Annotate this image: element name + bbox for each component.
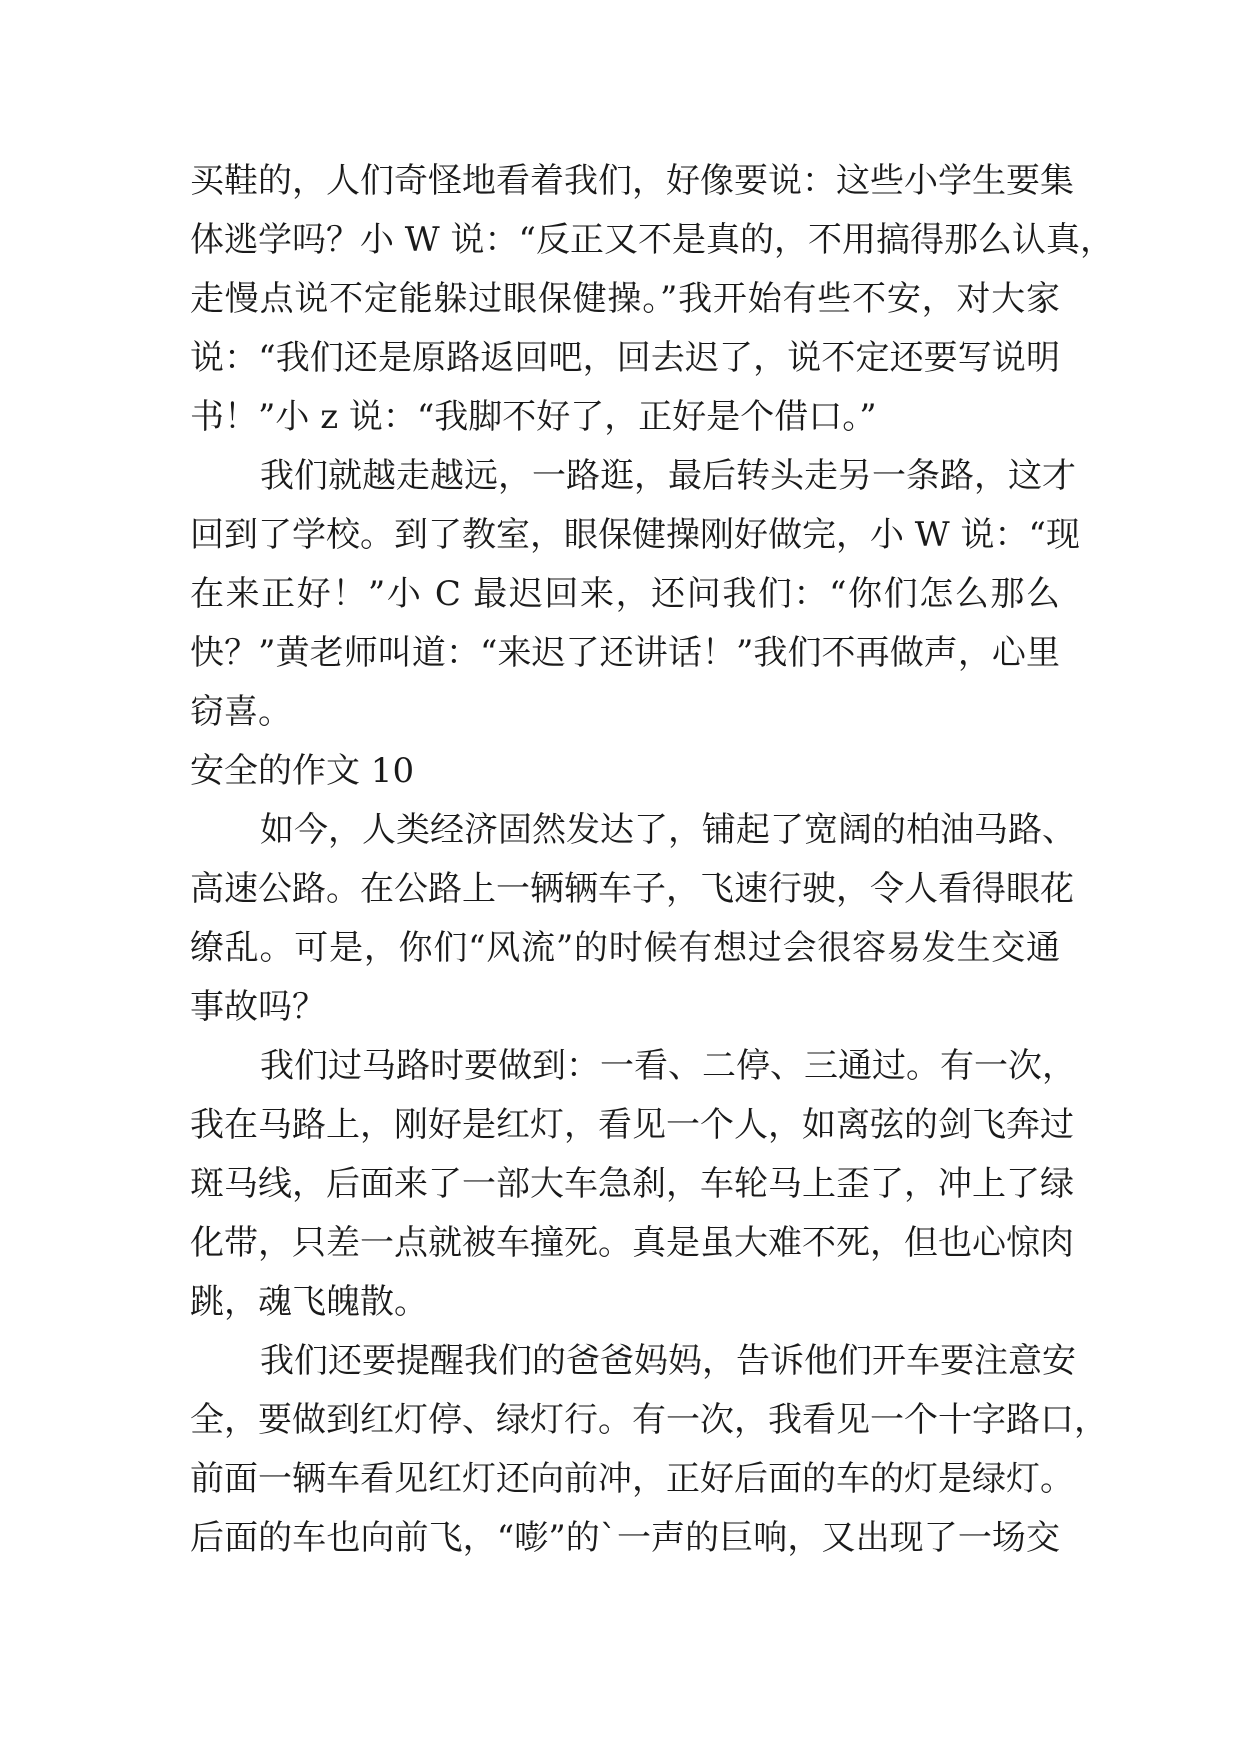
text-line: 买鞋的，人们奇怪地看着我们，好像要说：这些小学生要集: [190, 161, 1074, 201]
text-line: 事故吗？: [190, 987, 326, 1027]
paragraph-first-line: 我们过马路时要做到：一看、二停、三通过。有一次，: [260, 1046, 1076, 1086]
text-line: 跳，魂飞魄散。: [190, 1282, 428, 1322]
text-line: 体逃学吗？小 W 说：“反正又不是真的，不用搞得那么认真，: [190, 220, 1114, 260]
section-heading: 安全的作文 10: [190, 751, 415, 791]
text-line: 书！”小 z 说：“我脚不好了，正好是个借口。”: [190, 397, 877, 437]
text-line: 缭乱。可是，你们“风流”的时候有想过会很容易发生交通: [190, 928, 1060, 968]
body-text: [190, 152, 1114, 1568]
text-line: 化带，只差一点就被车撞死。真是虽大难不死，但也心惊肉: [190, 1223, 1074, 1263]
text-line: 说：“我们还是原路返回吧，回去迟了，说不定还要写说明: [190, 338, 1060, 378]
text-line: 在来正好！”小 C 最迟回来，还问我们：“你们怎么那么: [190, 574, 1060, 614]
text-line: 回到了学校。到了教室，眼保健操刚好做完，小 W 说：“现: [190, 515, 1080, 555]
paragraph-first-line: 我们就越走越远，一路逛，最后转头走另一条路，这才: [260, 456, 1076, 496]
text-line: 斑马线，后面来了一部大车急刹，车轮马上歪了，冲上了绿: [190, 1164, 1074, 1204]
paragraph-first-line: 我们还要提醒我们的爸爸妈妈，告诉他们开车要注意安: [260, 1341, 1076, 1381]
paragraph-first-line: 如今，人类经济固然发达了，铺起了宽阔的柏油马路、: [260, 810, 1076, 850]
text-line: 后面的车也向前飞，“嘭”的`一声的巨响，又出现了一场交: [190, 1518, 1060, 1558]
text-line: 窃喜。: [190, 692, 292, 732]
text-line: 高速公路。在公路上一辆辆车子，飞速行驶，令人看得眼花: [190, 869, 1074, 909]
text-line: 走慢点说不定能躲过眼保健操。”我开始有些不安，对大家: [190, 279, 1060, 319]
text-line: 我在马路上，刚好是红灯，看见一个人，如离弦的剑飞奔过: [190, 1105, 1074, 1145]
text-line: 全，要做到红灯停、绿灯行。有一次，我看见一个十字路口，: [190, 1400, 1108, 1440]
text-line: 快？”黄老师叫道：“来迟了还讲话！”我们不再做声，心里: [190, 633, 1060, 673]
text-line: 前面一辆车看见红灯还向前冲，正好后面的车的灯是绿灯。: [190, 1459, 1074, 1499]
